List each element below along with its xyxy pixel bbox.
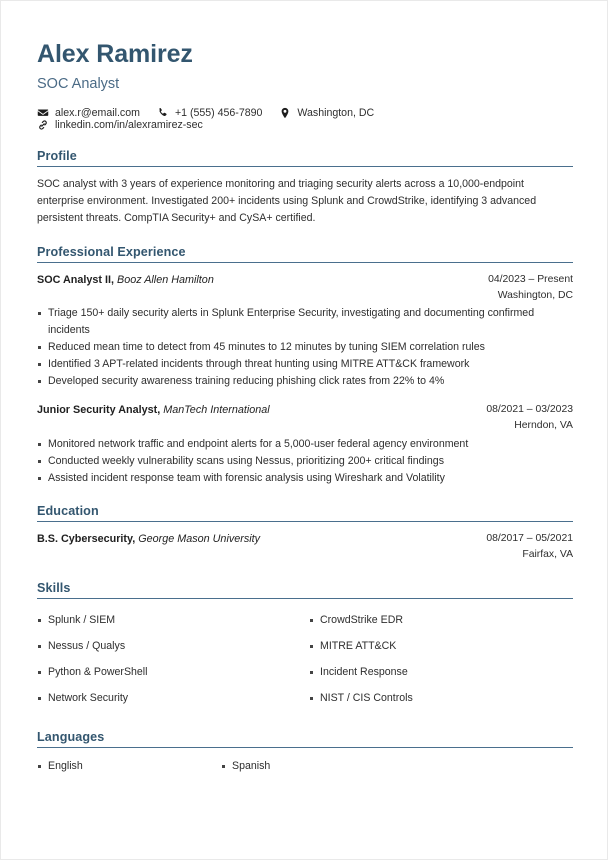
contact-email[interactable] [37,107,140,119]
contact-linkedin-text: linkedin.com/in/alexramirez-sec [55,118,203,131]
contact-linkedin[interactable] [37,119,203,131]
experience-company: ManTech International [163,404,270,417]
contact-location-text: Washington, DC [297,106,375,119]
contact-location [279,107,374,119]
education-degree [37,531,472,547]
candidate-name: Alex Ramirez [37,40,193,68]
link-icon [37,119,49,131]
skill-item: Splunk / SIEM [37,608,309,634]
section-languages [37,730,573,777]
experience-dates: 04/2023 – Present [488,273,573,285]
experience-entry [37,402,573,486]
experience-bullet: Identified 3 APT-related incidents through threat hunting using MITRE ATT&CK framework [37,356,573,373]
section-title-skills: Skills [37,581,71,596]
experience-bullet: Assisted incident response team with forensic analysis using Wireshark and Volatility [37,470,573,487]
experience-entry [37,272,573,389]
skills-grid [37,608,573,712]
phone-icon [157,107,169,119]
skill-item: CrowdStrike EDR [309,608,573,634]
experience-location: Washington, DC [497,290,573,302]
section-profile [37,149,573,227]
section-rule [37,262,573,263]
skill-item: Incident Response [309,660,573,686]
experience-bullet: Reduced mean time to detect from 45 minutes to 12 minutes by tuning SIEM correlation rules [37,339,573,356]
section-rule [37,598,573,599]
candidate-headline: SOC Analyst [37,75,120,92]
experience-role-text: SOC Analyst II, [37,273,114,286]
experience-role [37,272,474,288]
experience-meta [486,402,573,434]
experience-bullet: Conducted weekly vulnerability scans using Nessus, prioritizing 200+ critical findings [37,453,573,470]
experience-role-text: Junior Security Analyst, [37,404,161,417]
language-item: Spanish [221,757,573,777]
experience-dates: 08/2021 – 03/2023 [486,404,573,416]
contact-phone-text: +1 (555) 456-7890 [174,106,263,119]
section-title-profile: Profile [37,148,77,163]
experience-location: Herndon, VA [514,420,573,432]
contact-email-text: alex.r@email.com [55,106,140,119]
section-title-experience: Professional Experience [37,244,186,259]
education-entry [37,531,573,563]
location-pin-icon [279,107,291,119]
languages-grid [37,757,573,777]
experience-role [37,402,472,418]
experience-bullet: Developed security awareness training reducing phishing click rates from 22% to 4% [37,373,573,390]
profile-summary-text: SOC analyst with 3 years of experience monitoring and triaging security alerts across a 10,000-endpoint enterprise environment. Investigated 200+ incidents using Splunk and CrowdStrike, identifying 3 advanced persistent threats. CompTIA Security+ and CySA+ certified. [37,177,537,224]
section-experience [37,245,573,486]
education-degree-text: B.S. Cybersecurity, [37,533,136,546]
experience-bullet: Monitored network traffic and endpoint alerts for a 5,000-user federal agency environment [37,436,573,453]
skill-item: MITRE ATT&CK [309,634,573,660]
skill-item: Python & PowerShell [37,660,309,686]
language-item: English [37,757,221,777]
education-dates: 08/2017 – 05/2021 [486,533,573,545]
experience-bullets [37,436,573,487]
email-icon [37,107,49,119]
section-title-languages: Languages [37,729,105,744]
experience-company: Booz Allen Hamilton [117,273,214,286]
skill-item: Network Security [37,686,309,712]
section-education [37,504,573,563]
education-meta [486,531,573,563]
resume-header [37,41,573,131]
experience-bullets [37,305,573,389]
education-location: Fairfax, VA [522,549,573,561]
section-rule [37,747,573,748]
education-school: George Mason University [138,533,261,546]
skill-item: NIST / CIS Controls [309,686,573,712]
section-title-education: Education [37,504,99,519]
contact-bar [37,107,573,131]
section-skills [37,581,573,712]
contact-phone[interactable] [157,107,262,119]
skill-item: Nessus / Qualys [37,634,309,660]
section-rule [37,521,573,522]
experience-bullet: Triage 150+ daily security alerts in Splunk Enterprise Security, investigating and documenting confirmed incidents [37,305,573,338]
section-rule [37,166,573,167]
experience-meta [488,272,573,304]
